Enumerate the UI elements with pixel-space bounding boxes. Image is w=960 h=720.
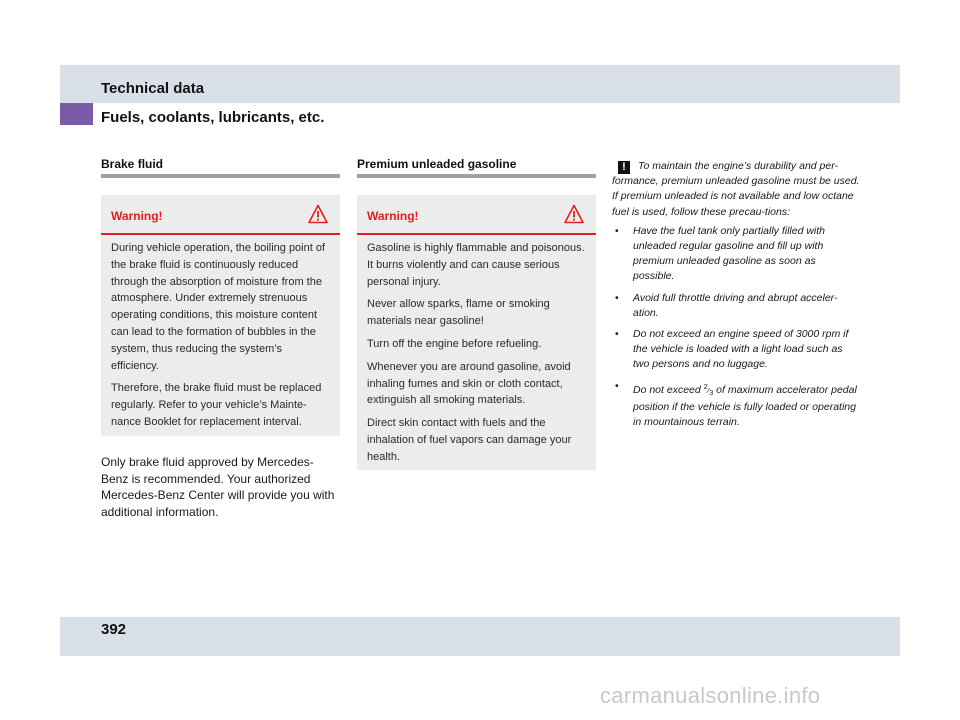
footer-band [60,617,900,656]
warning-title-row [357,195,596,235]
exclamation-icon: ! [618,161,630,174]
list-item-text: Have the fuel tank only partially filled with unleaded regular gasoline and fill up with premium unleaded gasoline as soon as possible. [633,224,826,283]
heading-rule [101,174,340,178]
warning-triangle-icon [564,204,584,224]
list-item [612,291,860,321]
sub-title: Fuels, coolants, lubricants, etc. [101,109,325,126]
section-title: Technical data [101,80,205,97]
fraction [703,381,714,397]
list-item-text: Avoid full throttle driving and abrupt acceler-ation. [633,291,838,319]
list-item [612,224,860,285]
octane-note [612,159,860,436]
gasoline-heading: Premium unleaded gasoline [357,157,517,171]
note-bullet-list [612,224,860,430]
fraction-numerator: 2 [703,381,708,391]
warning-paragraph: Therefore, the brake fluid must be replaced regularly. Refer to your vehicle’s Mainte-nance Booklet for replacement interval. [111,382,322,428]
warning-paragraph: During vehicle operation, the boiling point of the brake fluid is continuously reduced through the absorption of moisture from the atmosphere. Under extremely strenuous operating conditions, this moisture content can lead to the formation of bubbles in the system, thus reducing the system’s efficiency. [111,242,326,372]
bullet-icon: • [615,291,619,304]
list-item-text: Do not exceed [633,383,701,396]
brake-warning-box [101,195,340,436]
warning-body [111,240,330,437]
section-tab-marker [60,103,93,125]
warning-paragraph: Gasoline is highly flammable and poisonous. It burns violently and can cause serious personal injury. [367,242,585,288]
brake-fluid-heading: Brake fluid [101,157,164,171]
warning-paragraph: Turn off the engine before refueling. [367,337,542,350]
fraction-denominator: 3 [709,387,714,397]
watermark: carmanualsonline.info [600,683,821,708]
warning-paragraph: Never allow sparks, flame or smoking materials near gasoline! [367,298,550,328]
warning-paragraph: Whenever you are around gasoline, avoid inhaling fumes and skin or cloth contact, extinguish all smoking materials. [367,360,571,407]
warning-body [367,240,586,472]
bullet-icon: • [615,328,619,341]
bullet-icon: • [615,224,619,237]
page-number: 392 [101,621,127,638]
warning-paragraph: Direct skin contact with fuels and the inhalation of fuel vapors can damage your health. [367,417,572,463]
warning-triangle-icon [308,204,328,224]
list-item [612,379,860,431]
fraction-slash: ⁄ [707,385,710,395]
brake-fluid-text: Only brake fluid approved by Mercedes-Benz is recommended. Your authorized Mercedes-Benz Center will provide you with additional information. [101,455,335,519]
list-item-text: Do not exceed an engine speed of 3000 rpm if the vehicle is loaded with a light load such as two persons and no luggage. [633,328,849,371]
note-intro-text: To maintain the engine’s durability and per-formance, premium unleaded gasoline must be used. If premium unleaded is not available and low octane fuel is used, follow these precau-tions: [612,160,860,218]
list-item-text: of maximum accelerator pedal position if the vehicle is fully loaded or operating in mountainous terrain. [633,383,857,429]
heading-rule [357,174,596,178]
warning-title-row [101,195,340,235]
gasoline-warning-box [357,195,596,470]
warning-label: Warning! [367,209,419,223]
note-intro [612,159,860,220]
bullet-icon: • [615,379,619,392]
list-item [612,327,860,373]
warning-label: Warning! [111,209,163,223]
